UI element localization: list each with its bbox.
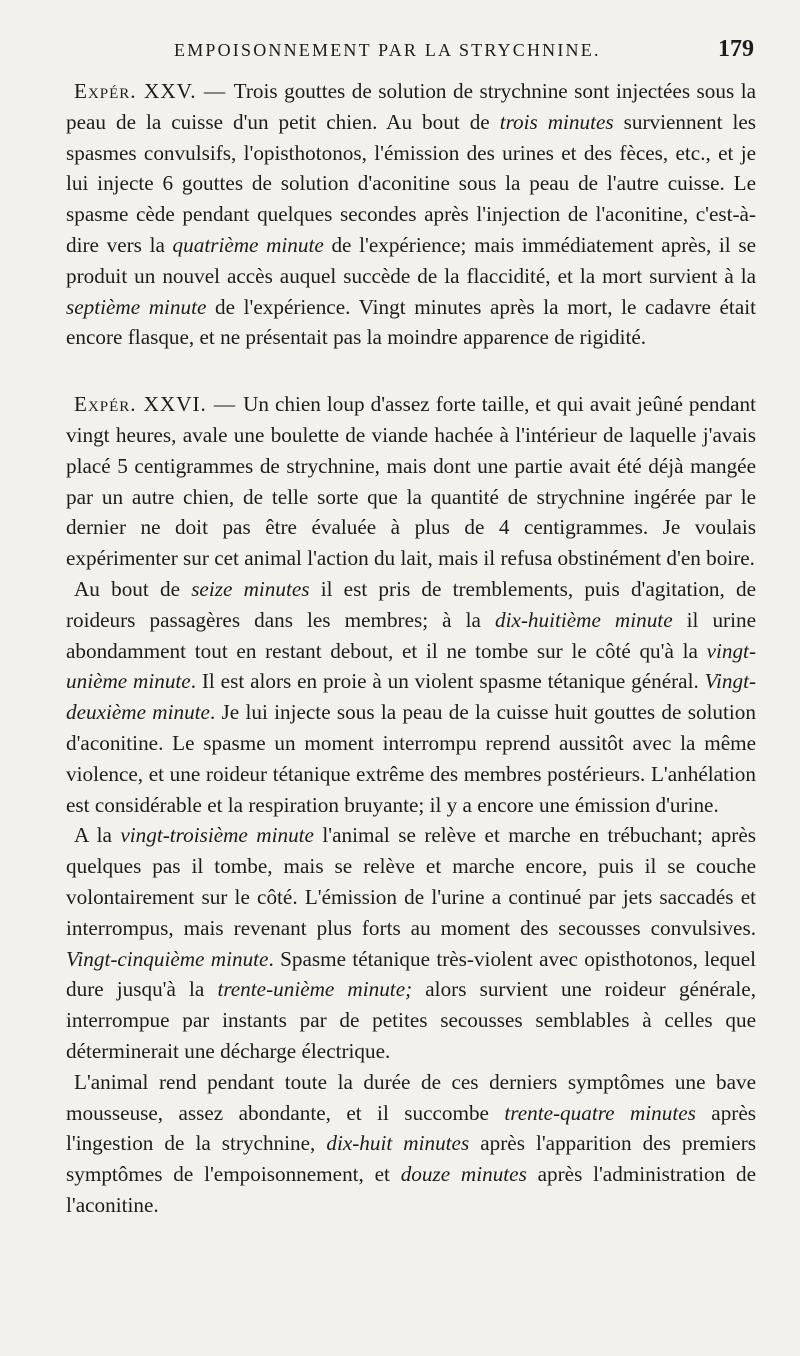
text-run: il est pris de tremblements, puis d'agitation, de roideurs passagères dans les membres; à la [66,576,757,632]
text-run: l'animal se relève et marche en trébuchant; après quelques pas il tombe, mais se relève et marche encore, puis il se couche volontairement sur le côté. L'émission de l'urine a continué par jets saccadés et interrompus, mais revenant plus forts au moment des secousses convulsives. [66,823,756,940]
text-run: . Il est alors en proie à un violent spasme tétanique général. [190,669,705,694]
italic-phrase: trois minutes [499,109,614,134]
italic-phrase: dix-huit minutes [326,1131,470,1156]
text-run: il urine abondamment tout en restant debout, et il ne tombe sur le côté qu'à la [66,607,756,663]
italic-phrase: vingt-unième minute [66,638,756,694]
text-run: de l'expérience; mais immédiatement après, il se produit un nouvel accès auquel succède de la flaccidité, et la mort survient à la [66,232,757,288]
running-head: EMPOISONNEMENT PAR LA STRYCHNINE. [174,40,601,60]
page-header [66,36,756,76]
italic-phrase: quatrième minute [172,232,324,257]
text-run: . Spasme tétanique très-violent avec opisthotonos, lequel dure jusqu'à la [66,946,756,1002]
italic-phrase: douze minutes [400,1162,527,1187]
paragraph-observation-2 [66,820,756,1066]
text-run: A la [74,823,121,848]
paragraph-observation-3 [66,1067,756,1221]
text-run: après l'apparition des premiers symptômes de l'empoisonnement, et [66,1131,756,1187]
experiment-label: Expér. XXV. — [74,79,234,103]
italic-phrase: Vingt-cinquième minute [66,946,269,971]
text-run: L'animal rend pendant toute la durée de ces derniers symptômes une bave mousseuse, assez abondante, et il succombe [66,1069,756,1125]
body-text [66,76,756,1221]
italic-phrase: vingt-troisième minute [120,823,314,848]
text-run: après l'administration de l'aconitine. [66,1162,756,1217]
italic-phrase: trente-quatre minutes [504,1100,696,1125]
italic-phrase: Vingt-deuxième minute [66,669,757,725]
experiment-label: Expér. XXVI. — [74,392,244,417]
text-run: Au bout de [74,576,192,601]
text-run: Trois gouttes de solution de strychnine sont injectées sous la peau de la cuisse d'un petit chien. Au bout de [66,79,756,134]
italic-phrase: septième minute [66,294,207,319]
text-run: Un chien loup d'assez forte taille, et qui avait jeûné pendant vingt heures, avale une boulette de viande hachée à l'intérieur de laquelle j'avais placé 5 centigrammes de strychnine, mais dont une partie avait été déjà mangée par un autre chien, de telle sorte que la quantité de strychnine ingérée par le dernier ne doit pas être évaluée à plus de 4 centigrammes. Je voulais expérimenter sur cet animal l'action du lait, mais il refusa obstinément d'en boire. [66,392,756,571]
italic-phrase: trente-unième minute; [217,977,413,1002]
paragraph-observation-1 [66,574,756,820]
italic-phrase: seize minutes [191,576,310,601]
page-number: 179 [718,36,754,62]
text-run: surviennent les spasmes convulsifs, l'opisthotonos, l'émission des urines et des fèces, etc., et je lui injecte 6 gouttes de solution d'aconitine sous la peau de l'autre cuisse. Le spasme cède pendant quelques secondes après l'injection de l'aconitine, c'est-à-dire vers la [66,109,757,257]
text-run: de l'expérience. Vingt minutes après la mort, le cadavre était encore flasque, et ne présentait pas la moindre apparence de rigidité. [66,294,756,350]
paragraph-experiment-26 [66,389,756,574]
italic-phrase: dix-huitième minute [494,607,673,632]
paragraph-experiment-25 [66,76,756,353]
text-run: alors survient une roideur générale, interrompue par instants par de petites secousses semblables à celles que déterminerait une décharge électrique. [66,977,757,1063]
text-run: après l'ingestion de la strychnine, [66,1100,756,1156]
text-run: . Je lui injecte sous la peau de la cuisse huit gouttes de solution d'aconitine. Le spasme un moment interrompu reprend aussitôt avec la même violence, et une roideur tétanique extrême des membres postérieurs. L'anhélation est considérable et la respiration bruyante; il y a encore une émission d'urine. [66,700,756,817]
